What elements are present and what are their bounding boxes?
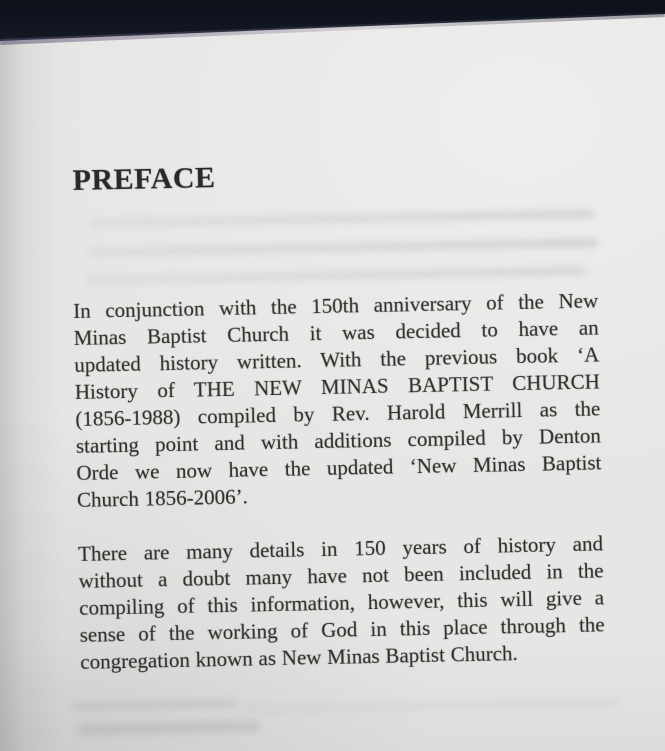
- paragraph-1: [73, 287, 602, 513]
- text-line: sense of the working of God in this place through the: [79, 612, 605, 647]
- text-line: compiling of this information, however, this will give a: [78, 585, 605, 620]
- text-line: There are many details in 150 years of history and: [77, 531, 604, 566]
- text-line: starting point and with additions compiled by Denton: [75, 423, 602, 458]
- text-line: congregation known as New Minas Baptist Church.: [80, 641, 518, 674]
- preface-heading: PREFACE: [72, 161, 216, 197]
- text-line: In conjunction with the 150th anniversary of the New: [72, 288, 599, 323]
- text-line: Orde we now have the updated ‘New Minas Baptist: [76, 450, 602, 485]
- text-line: History of THE NEW MINAS BAPTIST CHURCH: [74, 369, 600, 404]
- text-line: Church 1856-2006’.: [76, 484, 249, 512]
- printed-text-block: [70, 139, 605, 675]
- text-line: Minas Baptist Church it was decided to have an: [73, 315, 599, 350]
- text-line: updated history written. With the previous book ‘A: [74, 342, 600, 377]
- text-line: without a doubt many have not been included in the: [78, 558, 604, 593]
- paragraph-2: [78, 530, 606, 676]
- text-line: (1856-1988) compiled by Rev. Harold Merrill as the: [75, 396, 601, 431]
